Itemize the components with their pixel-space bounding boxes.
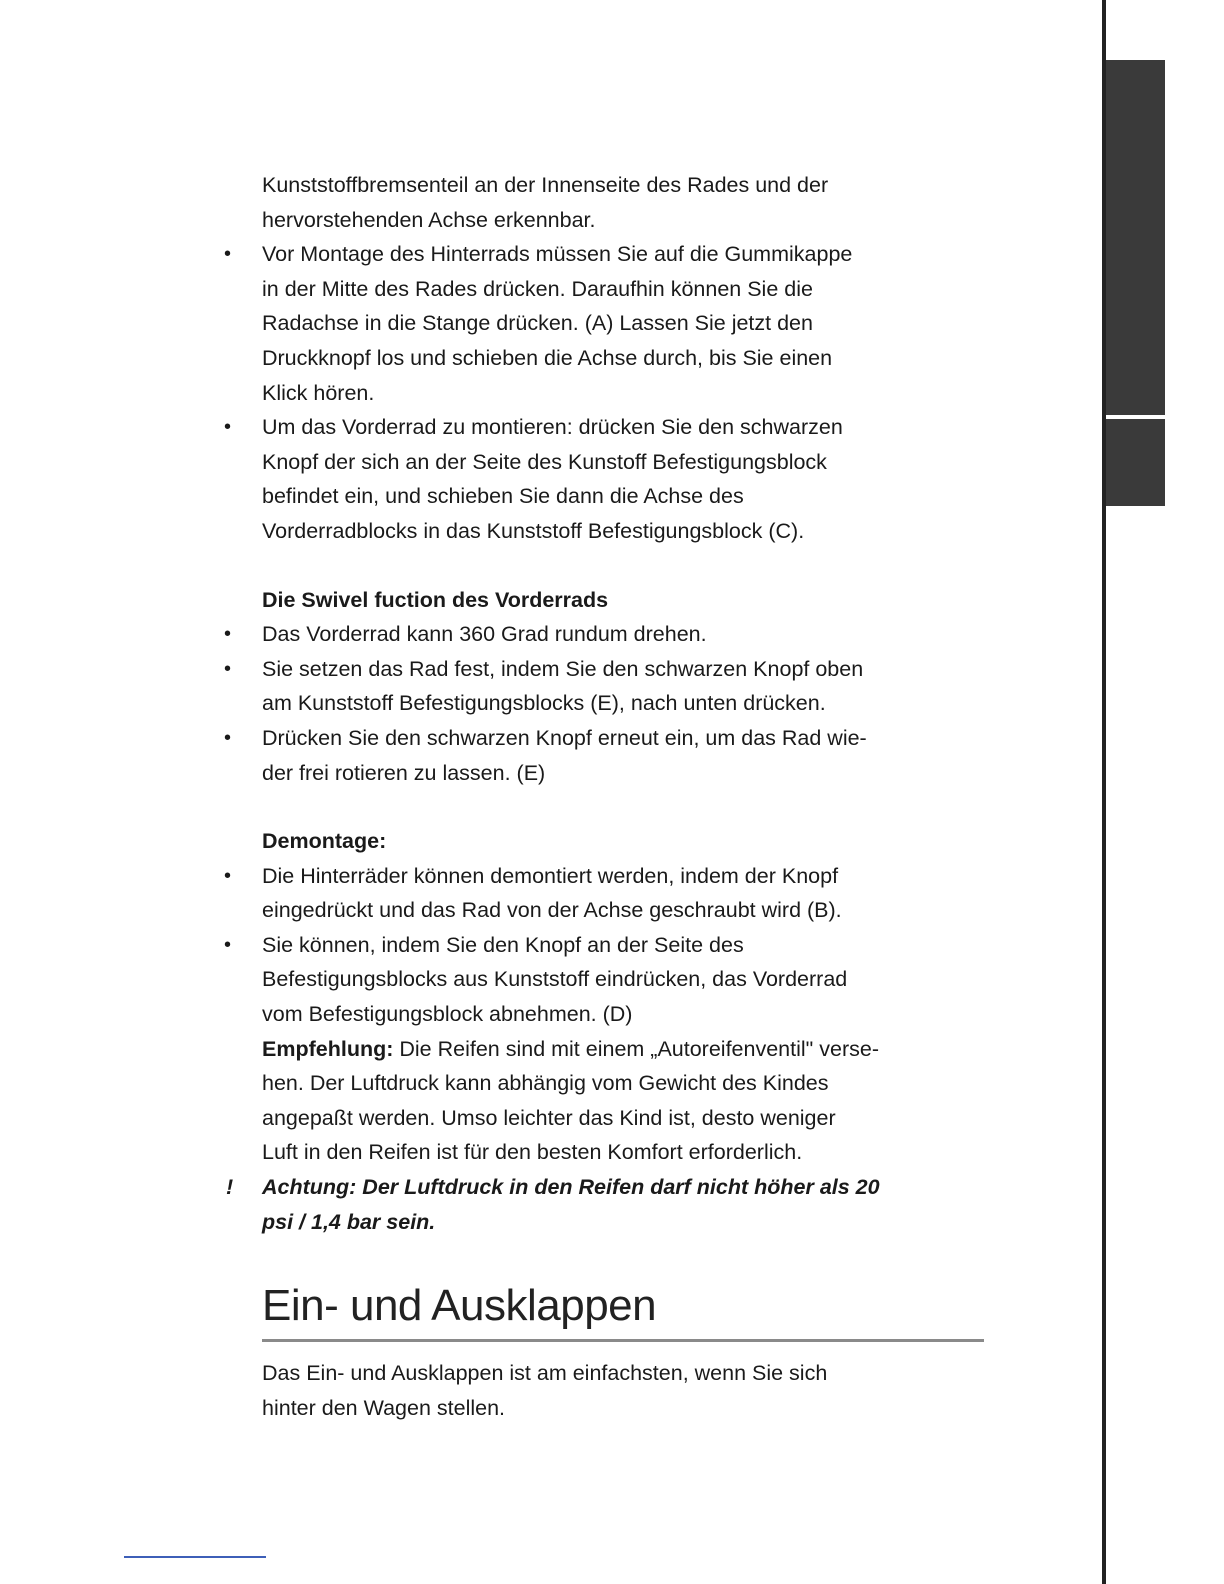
bullet-icon: • — [224, 416, 232, 439]
text-line: Druckknopf los und schieben die Achse durch, bis Sie einen — [262, 345, 833, 370]
text-line: hen. Der Luftdruck kann abhängig vom Gewicht des Kindes — [262, 1071, 829, 1096]
text-line: Das Vorderrad kann 360 Grad rundum drehen. — [262, 622, 707, 647]
text-line: Drücken Sie den schwarzen Knopf erneut ein, um das Rad wie- — [262, 725, 867, 750]
side-tab-dark — [1106, 60, 1165, 415]
text-line: Knopf der sich an der Seite des Kunstoff Befestigungsblock — [262, 449, 827, 474]
text-line: Befestigungsblocks aus Kunststoff eindrücken, das Vorderrad — [262, 967, 848, 992]
bullet-icon: • — [224, 243, 232, 266]
list-item — [222, 652, 992, 721]
recommendation-label: Empfehlung: — [262, 1036, 394, 1061]
text-line: hervorstehenden Achse erkennbar. — [262, 207, 596, 232]
section-title: Ein- und Ausklappen — [262, 1277, 984, 1342]
text-line: der frei rotieren zu lassen. (E) — [262, 760, 546, 785]
footer-line — [124, 1556, 266, 1558]
bullet-icon: • — [224, 933, 232, 956]
side-tab-dark-lower — [1106, 419, 1165, 506]
warning-icon: ! — [226, 1175, 234, 1200]
text-line: hinter den Wagen stellen. — [262, 1395, 506, 1420]
swivel-heading: Die Swivel fuction des Vorderrads — [262, 587, 609, 612]
text-line: Kunststoffbremsenteil an der Innenseite des Rades und der — [262, 173, 829, 197]
bullet-icon: • — [224, 864, 232, 887]
list-item — [222, 928, 992, 1032]
text-line: am Kunststoff Befestigungsblocks (E), nach unten drücken. — [262, 691, 826, 716]
text-line: Sie setzen das Rad fest, indem Sie den schwarzen Knopf oben — [262, 656, 864, 681]
text-line: psi / 1,4 bar sein. — [262, 1209, 436, 1234]
text-line: Sie können, indem Sie den Knopf an der Seite des — [262, 932, 744, 957]
text-line: befindet ein, und schieben Sie dann die Achse des — [262, 484, 744, 509]
text-line: angepaßt werden. Umso leichter das Kind ist, desto weniger — [262, 1105, 836, 1130]
text-line: Um das Vorderrad zu montieren: drücken Sie den schwarzen — [262, 415, 843, 440]
text-line: Luft in den Reifen ist für den besten Komfort erforderlich. — [262, 1140, 803, 1165]
text-line: Die Hinterräder können demontiert werden, indem der Knopf — [262, 863, 839, 888]
text-line: Vorderradblocks in das Kunststoff Befestigungsblock (C). — [262, 518, 805, 543]
text-line: Klick hören. — [262, 380, 375, 405]
recommendation — [222, 1032, 992, 1170]
list-item — [222, 617, 992, 652]
recommendation-text: Die Reifen sind mit einem „Autoreifenventil" verse- — [393, 1036, 879, 1061]
text-line — [262, 1032, 992, 1067]
text-line: Vor Montage des Hinterrads müssen Sie auf die Gummikappe — [262, 242, 853, 267]
bullet-icon: • — [224, 623, 232, 646]
text-line: Das Ein- und Ausklappen ist am einfachsten, wenn Sie sich — [262, 1361, 828, 1386]
warning-note — [222, 1170, 992, 1239]
list-item — [222, 721, 992, 790]
manual-body — [222, 168, 992, 1425]
text-line: in der Mitte des Rades drücken. Daraufhin können Sie die — [262, 276, 813, 301]
bullet-icon: • — [224, 657, 232, 680]
list-item — [222, 237, 992, 410]
intro-paragraph — [222, 168, 992, 237]
text-line: Achtung: Der Luftdruck in den Reifen darf nicht höher als 20 — [262, 1175, 880, 1200]
text-line: eingedrückt und das Rad von der Achse geschraubt wird (B). — [262, 898, 842, 923]
list-item — [222, 410, 992, 548]
list-item — [222, 859, 992, 928]
text-line: vom Befestigungsblock abnehmen. (D) — [262, 1002, 633, 1027]
section-paragraph — [222, 1356, 992, 1425]
demontage-heading: Demontage: — [262, 829, 387, 854]
bullet-icon: • — [224, 726, 232, 749]
text-line: Radachse in die Stange drücken. (A) Lassen Sie jetzt den — [262, 311, 813, 336]
